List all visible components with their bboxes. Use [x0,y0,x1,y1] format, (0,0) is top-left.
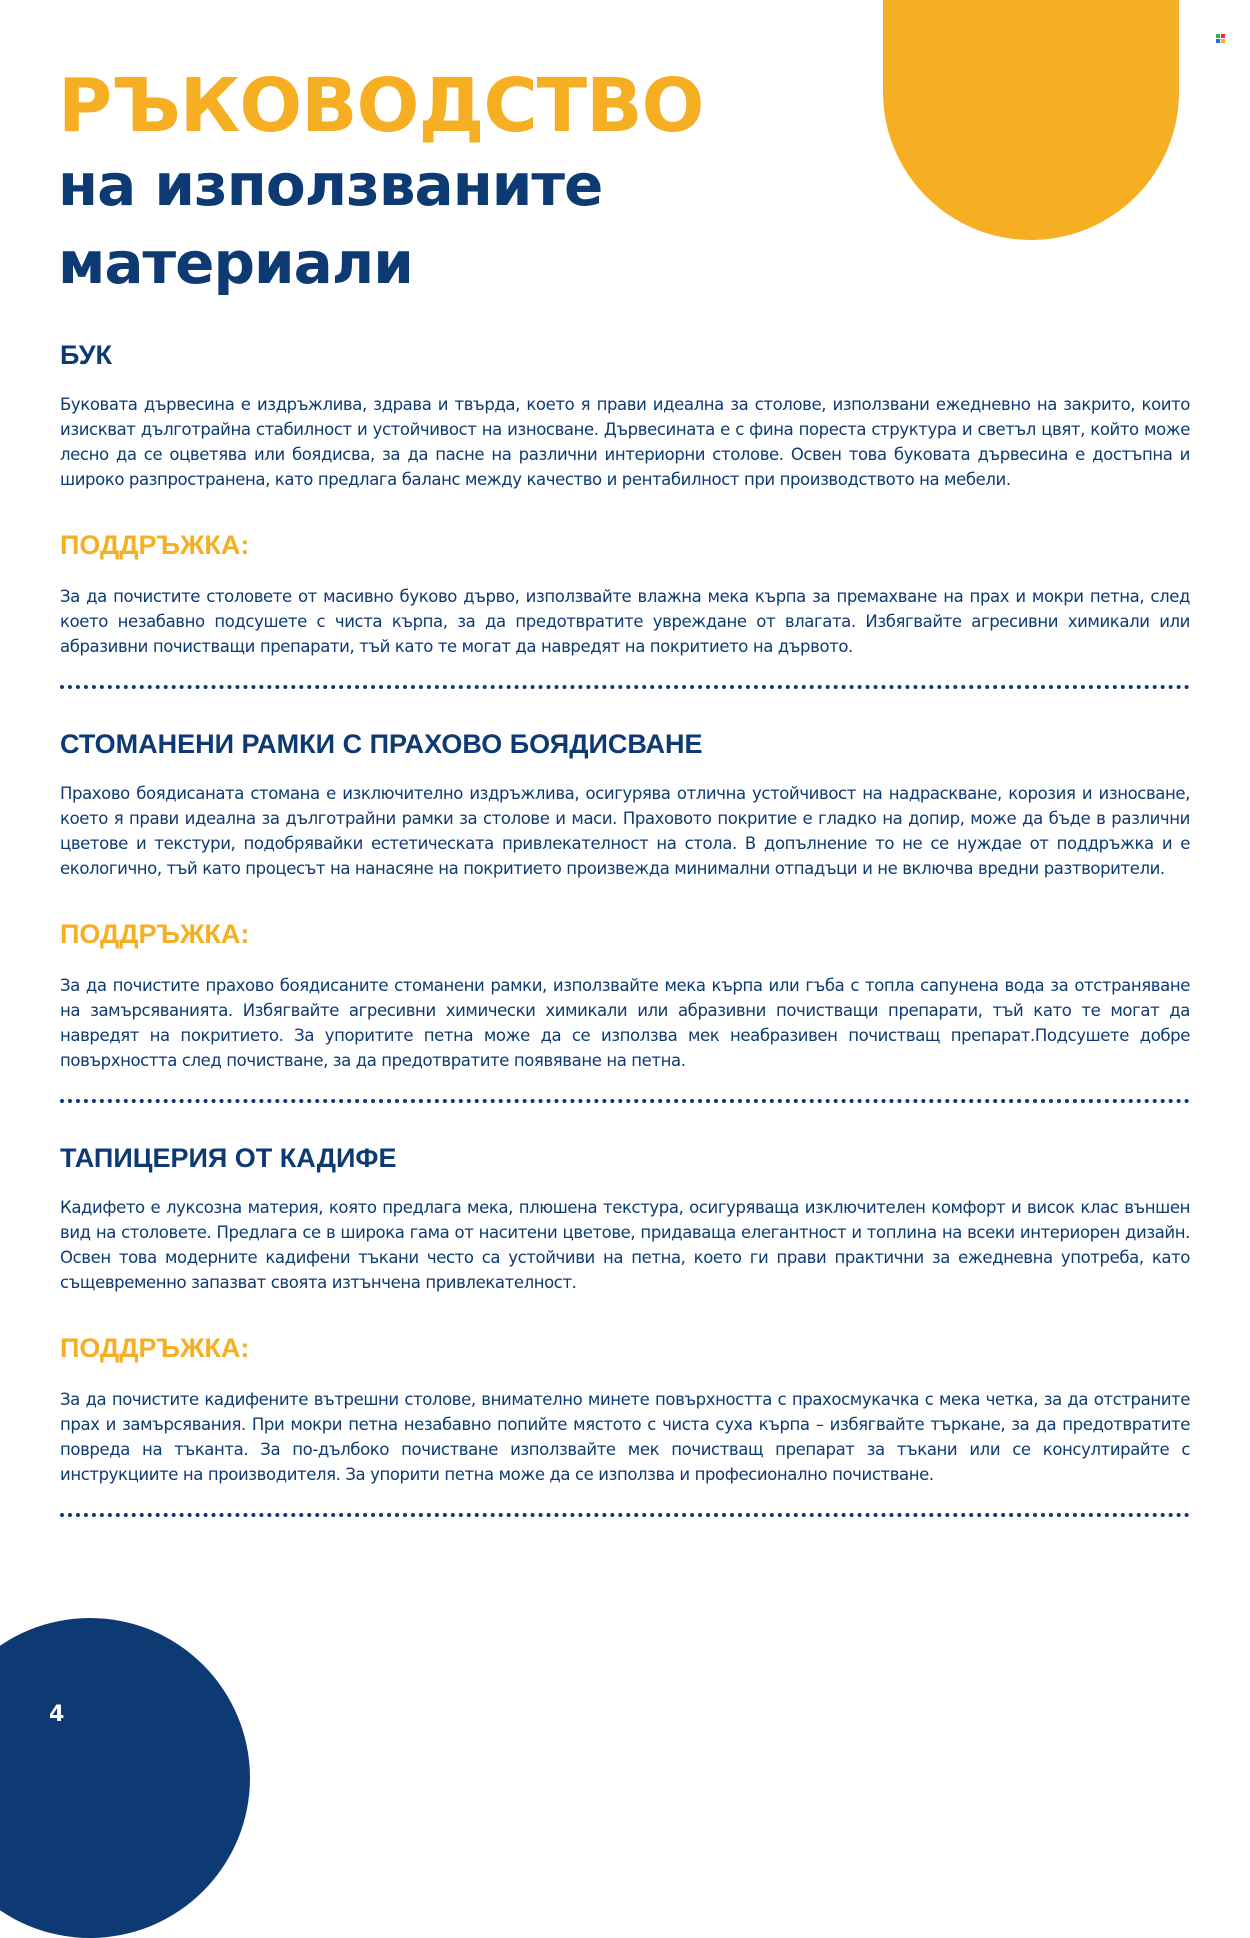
section-heading-beech: БУК [60,340,113,370]
section-description-beech: Буковата дървесина е издръжлива, здрава и твърда, което я прави идеална за столове, използвани ежедневно на закрито, които изискват дълготрайна стабилност и устойчивост на износване. Дървесината е с фина пореста структура и светъл цвят, който може лесно да се оцветява или боядисва, за да пасне на различни интериорни столове. Освен това буковата дървесина е достъпна и широко разпространена, като предлага баланс между качество и рентабилност при производството на мебели. [60,395,1190,489]
section-heading-steel-frames: СТОМАНЕНИ РАМКИ С ПРАХОВО БОЯДИСВАНЕ [60,729,703,759]
dotted-divider [60,685,1190,689]
dotted-divider [60,1099,1190,1103]
page-title-line-1: РЪКОВОДСТВО [58,63,704,149]
maintenance-heading-steel-frames: ПОДДРЪЖКА: [60,919,250,949]
page-title [58,63,704,302]
materials-content [60,338,1190,1555]
maintenance-heading-beech: ПОДДРЪЖКА: [60,530,250,560]
page-number: 4 [49,1702,65,1727]
decorative-yellow-shape [883,0,1179,240]
page-title-line-3: материали [58,229,413,297]
section-description-velvet: Кадифето е луксозна материя, която предлага мека, плюшена текстура, осигуряваща изключителен комфорт и висок клас външен вид на столовете. Предлага се в широка гама от наситени цветове, придаваща елегантност и топлина на всеки интериорен дизайн. Освен това модерните кадифени тъкани често са устойчиви на петна, което ги прави практични за ежедневна употреба, като същевременно запазват своята изтънчена привлекателност. [60,1198,1190,1292]
maintenance-text-beech: За да почистите столовете от масивно буково дърво, използвайте влажна мека кърпа за премахване на прах и мокри петна, след което незабавно подсушете с чиста кърпа, за да предотвратите увреждане от влагата. Избягвайте агресивни химикали или абразивни почистващи препарати, тъй като те могат да навредят на покритието на дървото. [60,587,1190,656]
section-velvet [60,1141,1190,1487]
section-steel-frames [60,727,1190,1073]
dotted-divider [60,1513,1190,1517]
maintenance-text-velvet: За да почистите кадифените вътрешни столове, внимателно минете повърхността с прахосмукачка с мека четка, за да отстраните прах и замърсявания. При мокри петна незабавно попийте мястото с чиста суха кърпа – избягвайте търкане, за да предотвратите повреда на тъканта. За по-дълбоко почистване използвайте мек почистващ препарат за тъкани или се консултирайте с инструкциите на производителя. За упорити петна може да се използва и професионално почистване. [60,1390,1190,1484]
page-title-line-2: на използваните [58,151,603,219]
decorative-blue-corner [0,1618,250,1938]
section-heading-velvet: ТАПИЦЕРИЯ ОТ КАДИФЕ [60,1143,397,1173]
maintenance-heading-velvet: ПОДДРЪЖКА: [60,1333,250,1363]
maintenance-text-steel-frames: За да почистите прахово боядисаните стоманени рамки, използвайте мека кърпа или гъба с топла сапунена вода за отстраняване на замърсяванията. Избягвайте агресивни химически химикали или абразивни почистващи препарати, тъй като те могат да навредят на покритието. За упоритите петна може да се използва мек неабразивен почистващ препарат.Подсушете добре повърхността след почистване, за да предотвратите появяване на петна. [60,976,1190,1070]
section-description-steel-frames: Прахово боядисаната стомана е изключително издръжлива, осигурява отлична устойчивост на надраскване, корозия и износване, което я прави идеална за дълготрайни рамки за столове и маси. Праховото покритие е гладко на допир, може да бъде в различни цветове и текстури, подобрявайки естетическата привлекателност на стола. В допълнение то не се нуждае от поддръжка и е екологично, тъй като процесът на нанасяне на покритието произвежда минимални отпадъци и не включва вредни разтворители. [60,784,1190,878]
section-beech [60,338,1190,659]
print-color-marks [1216,34,1225,43]
